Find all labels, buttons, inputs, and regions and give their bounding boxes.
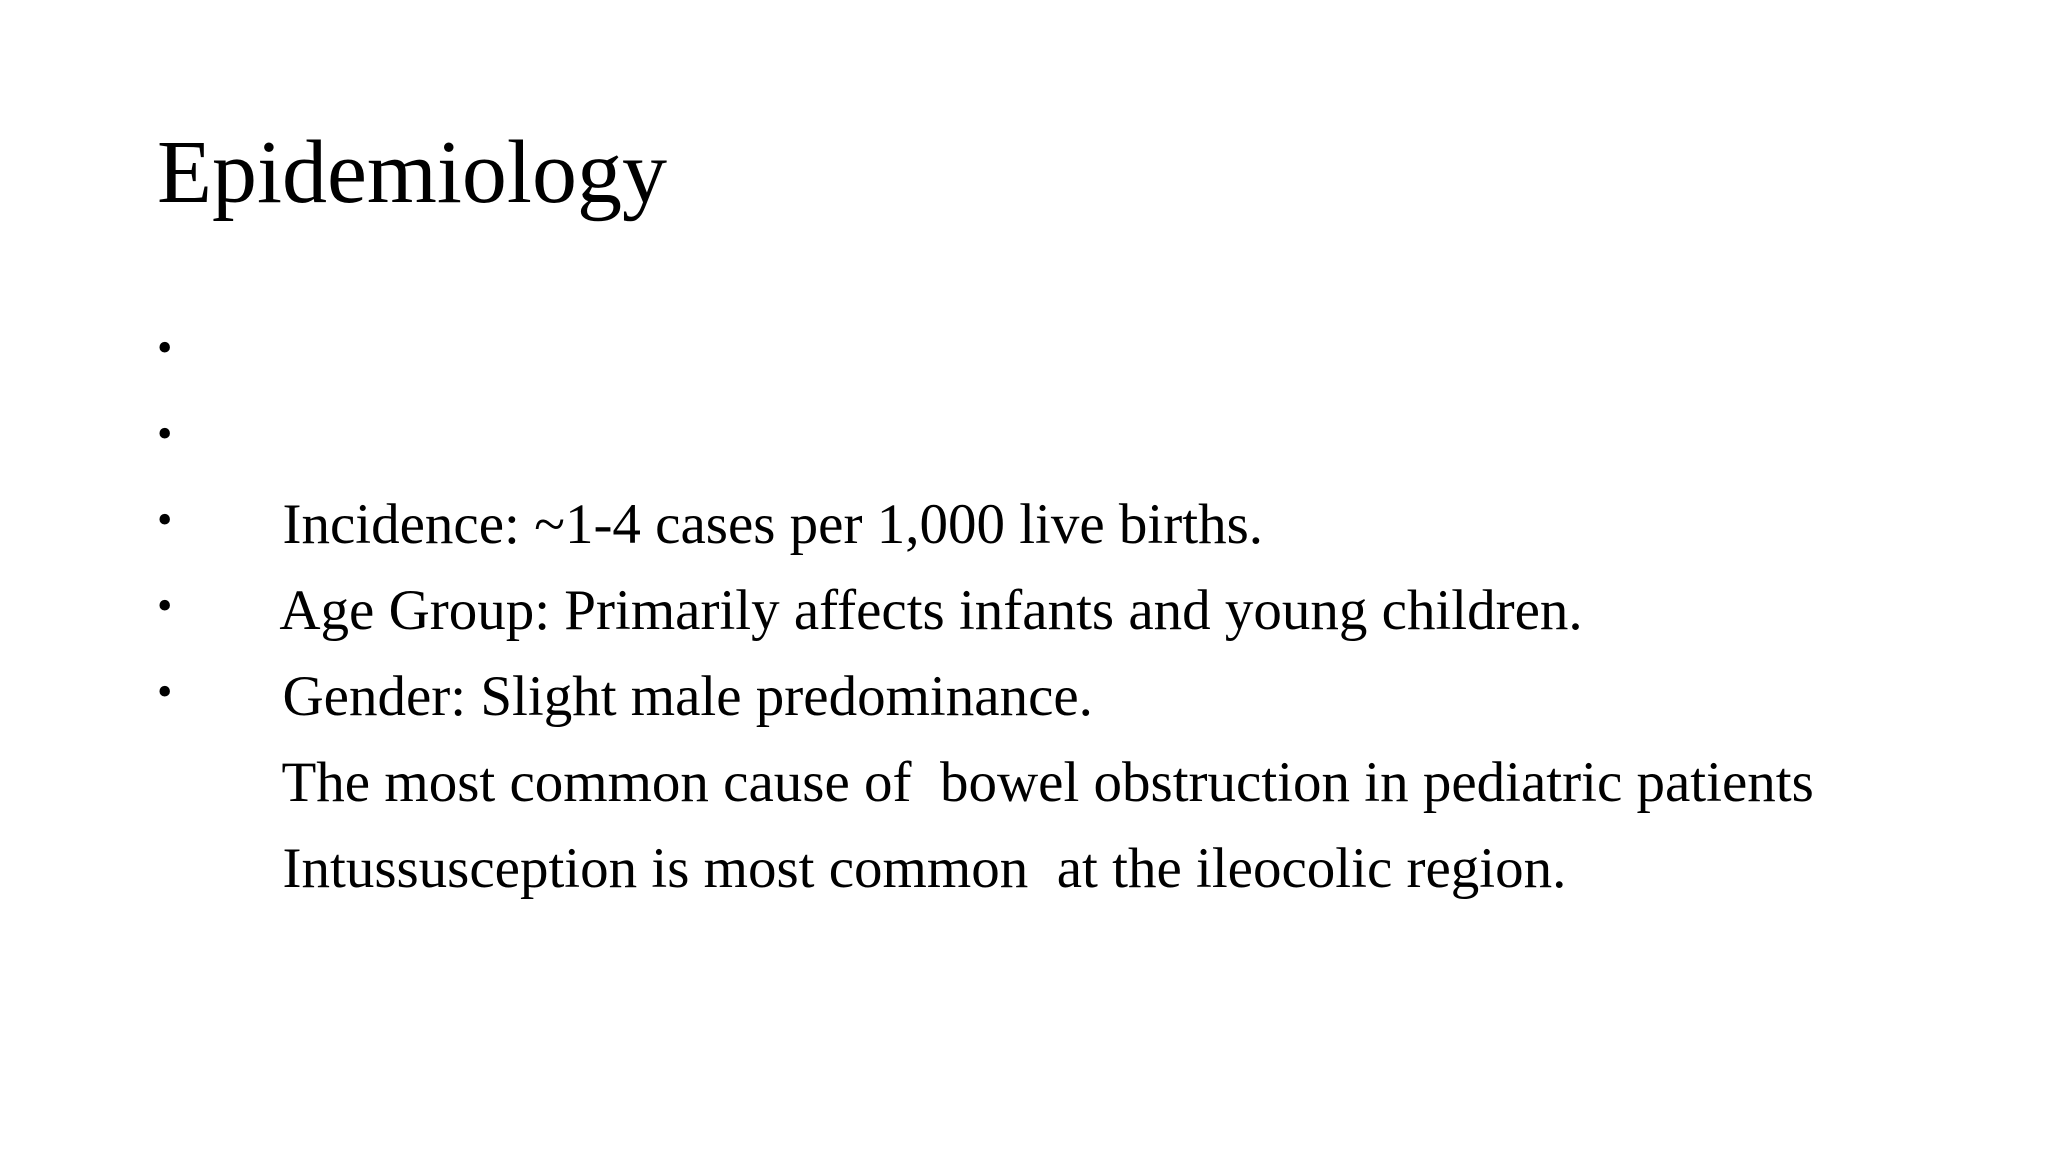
bullet-text: Intussusception is most common at the ileocolic region. xyxy=(282,837,1567,900)
bullet-text: The most common cause of bowel obstruction in pediatric patients xyxy=(281,751,1814,814)
bullet-text: Gender: Slight male predominance. xyxy=(282,665,1093,728)
bullet-item-incidence xyxy=(157,310,2017,556)
bullet-dot-icon: • xyxy=(157,323,173,372)
bullet-text: Incidence: ~1-4 cases per 1,000 live births. xyxy=(282,493,1264,556)
bullet-dot-icon: • xyxy=(157,667,173,716)
slide-title: Epidemiology xyxy=(157,123,667,222)
bullet-text: Age Group: Primarily affects infants and young children. xyxy=(279,579,1583,642)
bullet-dot-icon: • xyxy=(157,409,173,458)
bullet-dot-icon: • xyxy=(157,495,173,544)
bullet-list xyxy=(157,310,2017,900)
bullet-dot-icon: • xyxy=(157,581,173,630)
